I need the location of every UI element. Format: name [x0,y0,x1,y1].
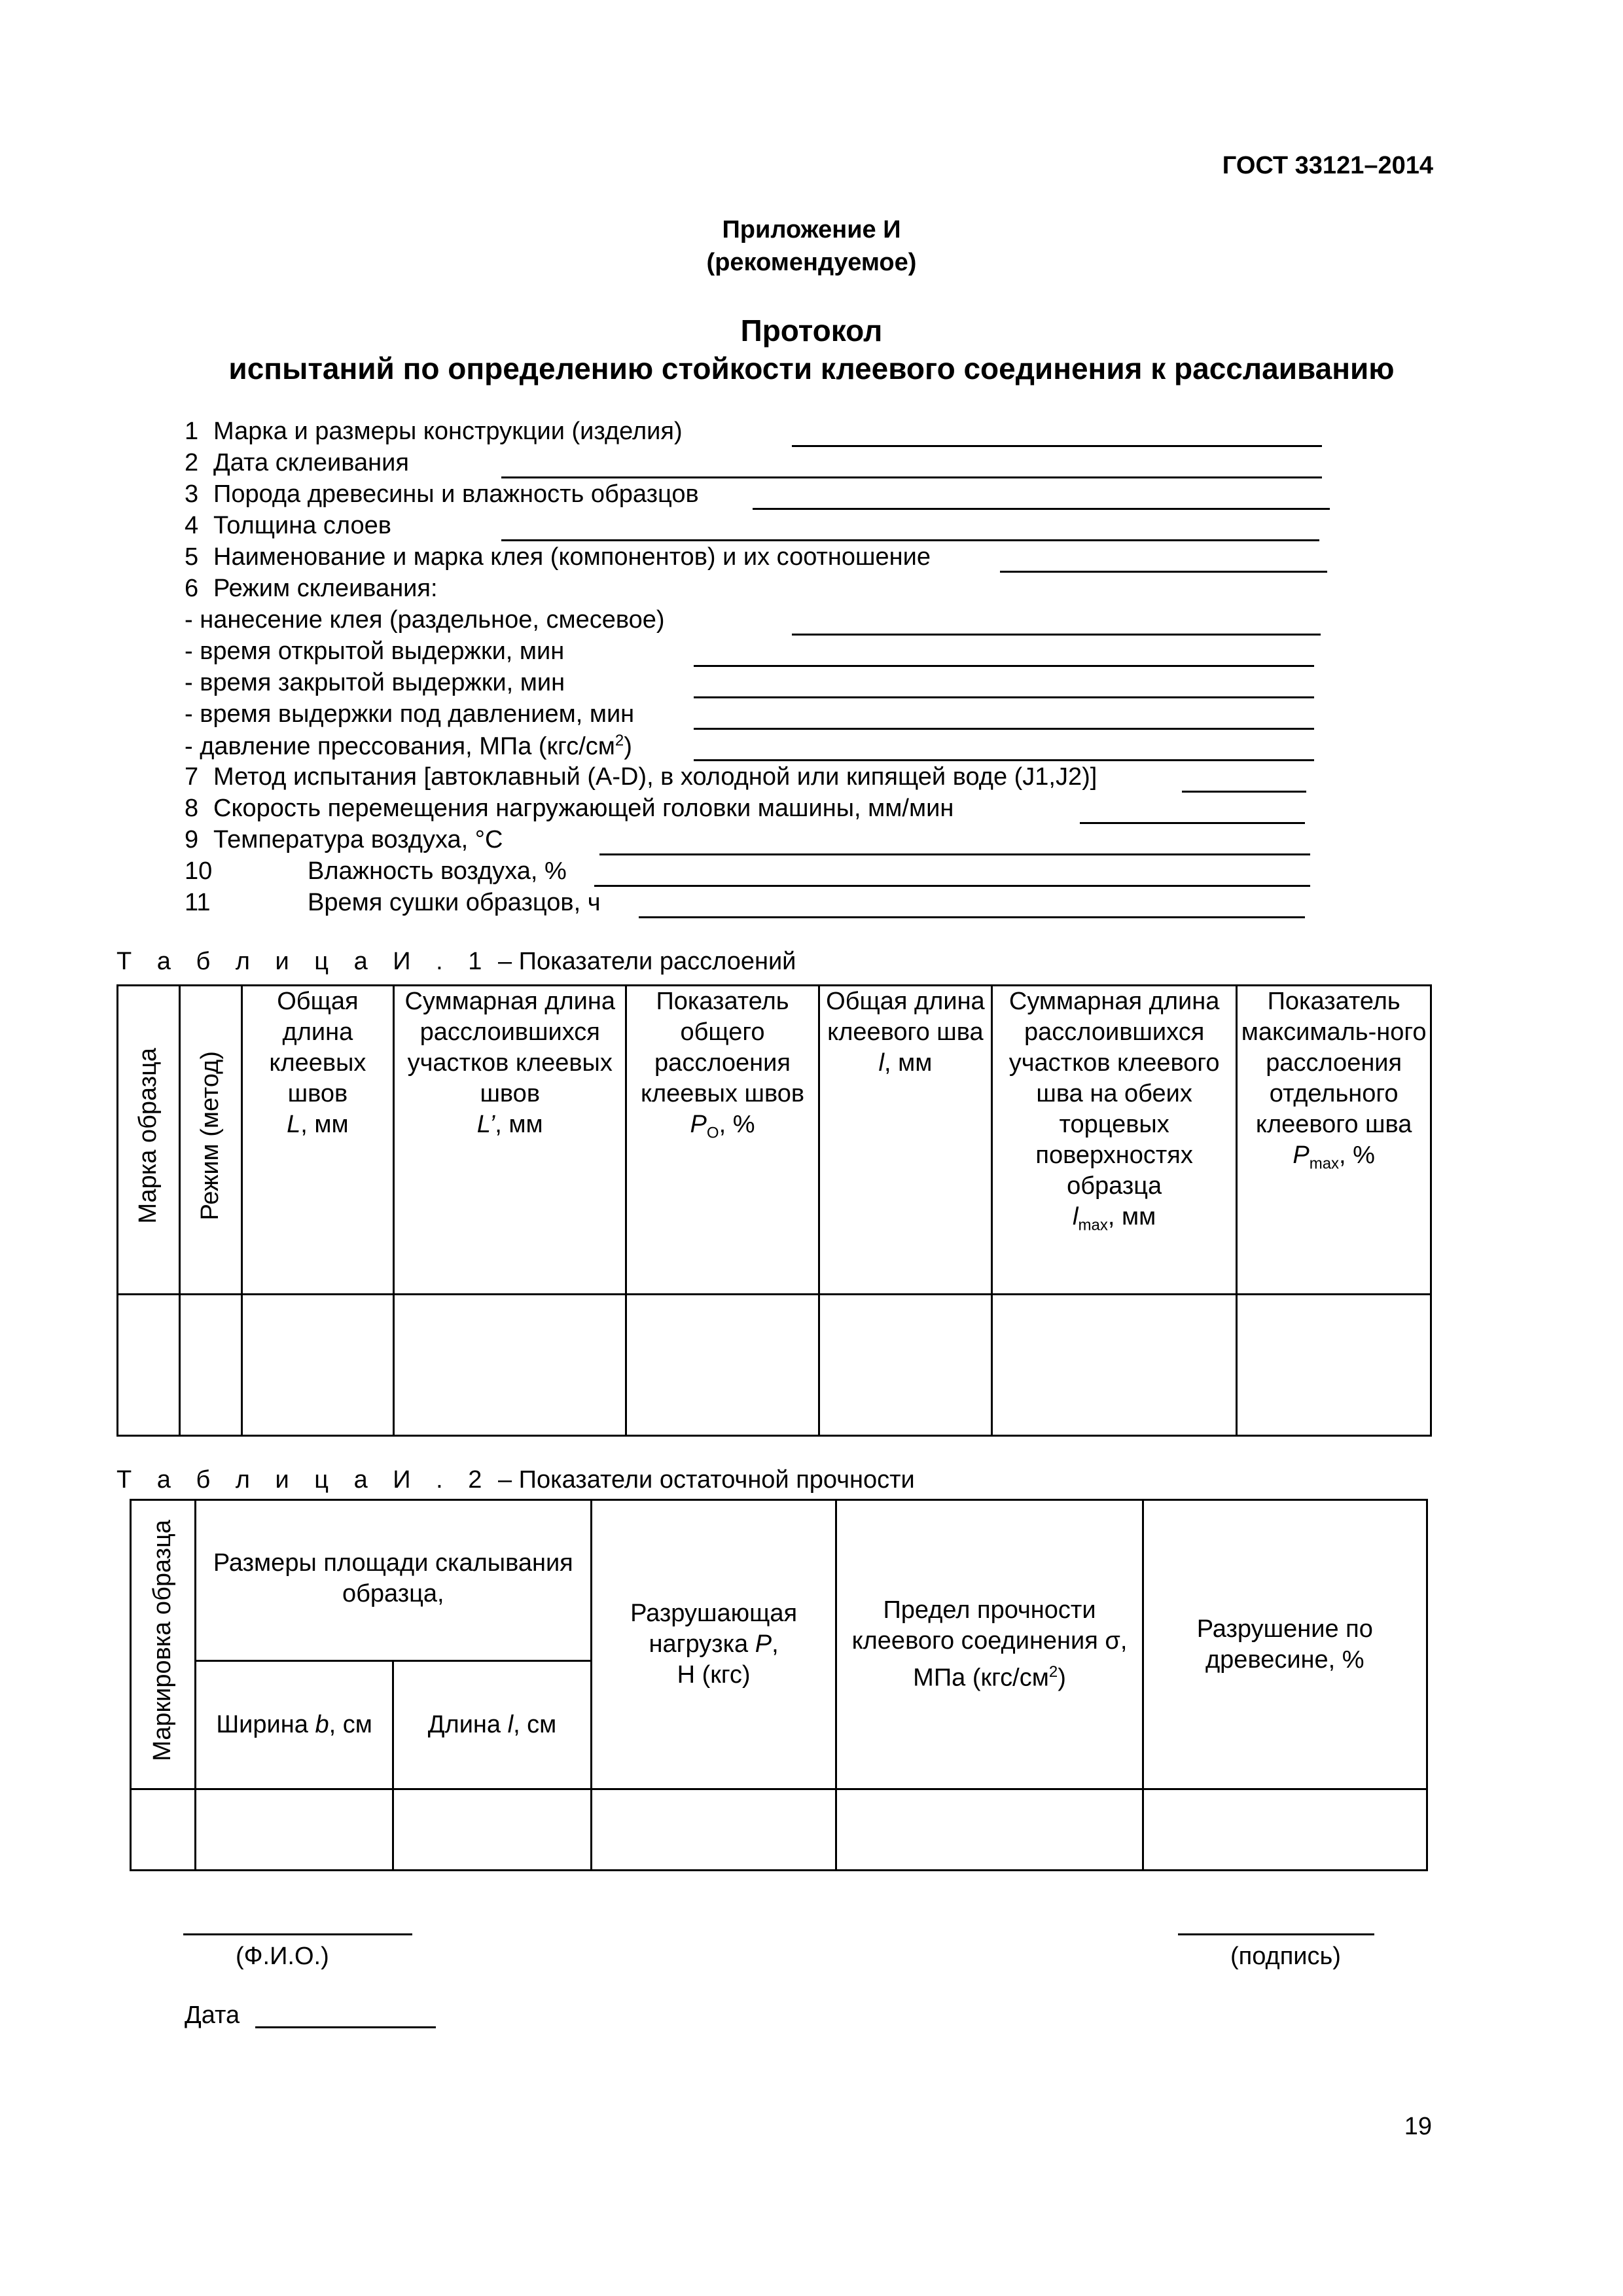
table-cell[interactable] [241,1295,394,1436]
field-label: Толщина слоев [213,512,391,539]
col-header-area-dimensions: Размеры площади скалывания образца, [195,1500,591,1661]
field-number: 5 [185,543,199,571]
field-number: 10 [185,857,213,885]
field-label: Метод испытания [автоклавный (A-D), в холодной или кипящей воде (J1,J2)] [213,763,1097,791]
table-row [118,1295,1431,1436]
field-number: 3 [185,480,199,508]
field-input-line[interactable] [501,539,1319,541]
col-header-bond-strength: Предел прочности клеевого соединения σ, МПа $(кгс/см^2)$ [836,1500,1143,1789]
field-input-line[interactable] [594,885,1310,887]
field-input-line[interactable] [639,916,1305,918]
field-input-line[interactable] [1182,791,1306,793]
table1-delamination [116,984,1432,1437]
field-label: - время выдержки под давлением, мин [185,700,635,728]
field-label: Марка и размеры конструкции (изделия) [213,418,683,445]
field-input-line[interactable] [792,634,1321,636]
table-cell[interactable] [131,1789,196,1871]
field-number: 1 [185,418,199,445]
name-signature-line[interactable] [183,1933,412,1935]
col-header-sample-marking: Маркировка образца [131,1500,196,1789]
field-input-line[interactable] [1000,571,1327,573]
field-input-line[interactable] [694,696,1314,698]
table-cell[interactable] [591,1789,836,1871]
field-number: 7 [185,763,199,791]
appendix-note: (рекомендуемое) [706,249,917,276]
field-label: Скорость перемещения нагружающей головки машины, мм/мин [213,795,954,822]
table1-caption: Т а б л и ц а И . 1 – Показатели расслоений [116,948,796,975]
col-header-total-length: Общая длина клеевых швов L, мм [241,986,394,1295]
table-cell[interactable] [394,1295,626,1436]
field-label: - нанесение клея (раздельное, смесевое) [185,606,665,634]
name-label: (Ф.И.О.) [236,1943,329,1970]
col-header-mode: Режим (метод) [179,986,241,1295]
col-header-length: Длина l, см [393,1661,591,1789]
col-header-sum-delam-length: Суммарная длина расслоившихся участков клеевых швов L’, мм [394,986,626,1295]
field-number: 9 [185,826,199,853]
col-header-width: Ширина b, см [195,1661,393,1789]
col-header-wood-failure: Разрушение по древесине, % [1143,1500,1427,1789]
field-input-line[interactable] [501,476,1322,478]
table-header-row [118,986,1431,1295]
table-header-row [131,1500,1427,1661]
field-label: Дата склеивания [213,449,409,476]
table-cell[interactable] [819,1295,991,1436]
col-header-sum-delam-seam: Суммарная длина расслоившихся участков клеевого шва на обеих торцевых поверхностях образца $l_{max}$, мм [991,986,1236,1295]
field-label: - время открытой выдержки, мин [185,637,565,665]
date-label: Дата [185,2001,240,2029]
field-input-line[interactable] [1080,822,1305,824]
field-label: Наименование и марка клея (компонентов) и их соотношение [213,543,931,571]
field-label: - давление прессования, МПа $(кгс/см^2)$ [185,732,632,761]
field-label: - время закрытой выдержки, мин [185,669,565,696]
date-input-line[interactable] [255,2026,436,2028]
table-cell[interactable] [1237,1295,1431,1436]
sign-signature-line[interactable] [1178,1933,1374,1935]
table-row [131,1789,1427,1871]
field-number: 2 [185,449,199,476]
table2-residual-strength [130,1499,1428,1871]
table-cell[interactable] [1143,1789,1427,1871]
col-header-max-delam-index: Показатель максималь-ного расслоения отдельного клеевого шва $P_{max}$, % [1237,986,1431,1295]
table-cell[interactable] [836,1789,1143,1871]
field-input-line[interactable] [599,853,1310,855]
field-input-line[interactable] [792,445,1322,447]
table-cell[interactable] [991,1295,1236,1436]
field-input-line[interactable] [694,728,1314,730]
table-cell[interactable] [118,1295,180,1436]
protocol-fields [0,0,1623,929]
col-header-seam-length: Общая длина клеевого шва l, мм [819,986,991,1295]
col-header-sample-mark: Марка образца [118,986,180,1295]
field-label: Влажность воздуха, % [308,857,567,885]
field-number: 8 [185,795,199,822]
table-cell[interactable] [195,1789,393,1871]
field-input-line[interactable] [694,759,1314,761]
page-number: 19 [1404,2113,1432,2140]
col-header-breaking-load: Разрушающая нагрузка P, Н (кгс) [591,1500,836,1789]
table-cell[interactable] [179,1295,241,1436]
sign-label: (подпись) [1230,1943,1341,1970]
field-input-line[interactable] [694,665,1314,667]
appendix-title: Приложение И [722,216,901,243]
standard-number: ГОСТ 33121–2014 [1222,152,1433,179]
field-number: 6 [185,575,199,602]
protocol-title: Протокол [740,314,883,348]
table2-caption: Т а б л и ц а И . 2 – Показатели остаточной прочности [116,1466,915,1494]
table-cell[interactable] [393,1789,591,1871]
field-input-line[interactable] [753,508,1330,510]
field-label: Температура воздуха, °С [213,826,503,853]
field-number: 4 [185,512,199,539]
field-label: Порода древесины и влажность образцов [213,480,699,508]
table-cell[interactable] [626,1295,819,1436]
protocol-subtitle: испытаний по определению стойкости клеевого соединения к расслаиванию [228,351,1395,386]
col-header-total-delam-index: Показатель общего расслоения клеевых швов $P_O$, % [626,986,819,1295]
field-number: 11 [185,889,211,916]
field-label: Режим склеивания: [213,575,438,602]
field-label: Время сушки образцов, ч [308,889,601,916]
